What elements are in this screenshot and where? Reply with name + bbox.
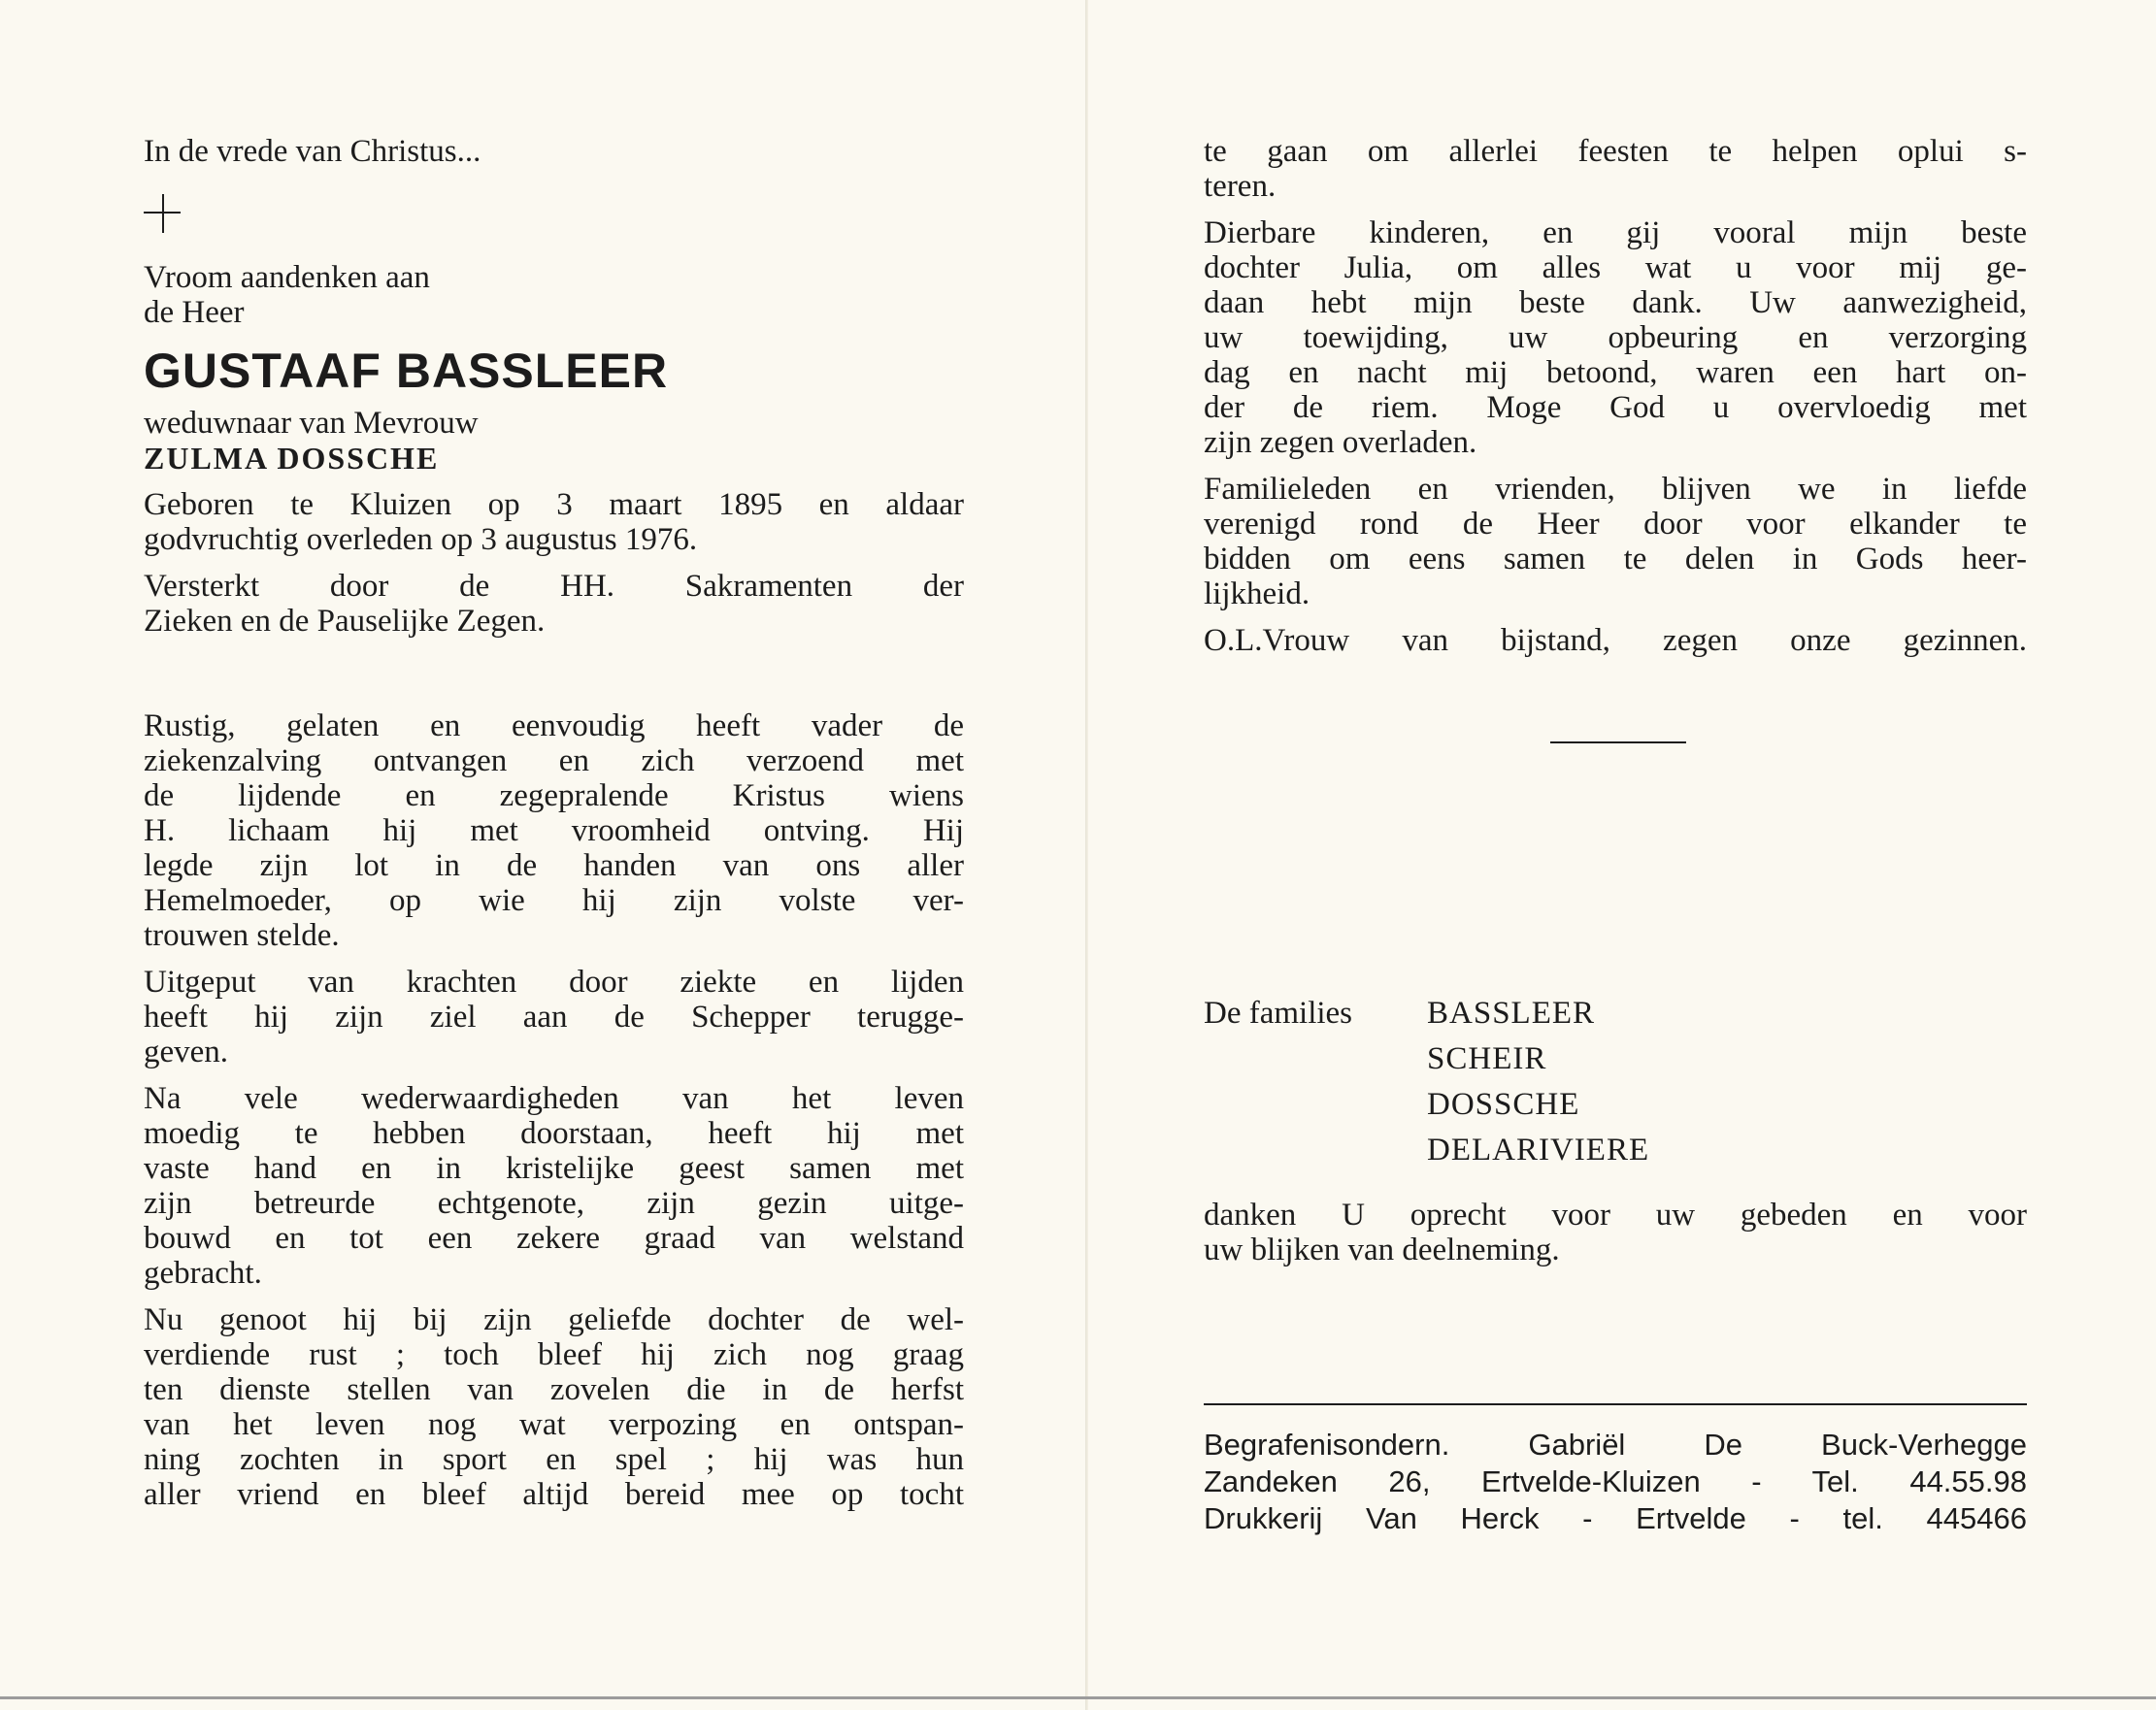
- opening-line: In de vrede van Christus...: [144, 134, 481, 169]
- thanks-text: [1204, 1198, 2027, 1267]
- text-line: uw toewijding, uw opbeuring en verzorging: [1204, 320, 2027, 355]
- text-line: zijn zegen overladen.: [1204, 425, 1477, 460]
- text-line: bidden om eens samen te delen in Gods heer-: [1204, 542, 2027, 576]
- text-line: Uitgeput van krachten door ziekte en lijden: [144, 965, 964, 1000]
- text-line: verenigd rond de Heer door voor elkander te: [1204, 507, 2027, 542]
- paragraph-2: [144, 965, 964, 1069]
- text-line: verdiende rust ; toch bleef hij zich nog graag: [144, 1337, 964, 1372]
- address-line: Zandeken 26, Ertvelde-Kluizen - Tel. 44.55.98: [1204, 1464, 2027, 1498]
- text-line: ziekenzalving ontvangen en zich verzoend met: [144, 743, 964, 778]
- deceased-name: GUSTAAF BASSLEER: [144, 344, 669, 398]
- right-page: [1204, 134, 2027, 1537]
- text-line: dochter Julia, om alles wat u voor mij ge-: [1204, 250, 2027, 285]
- families-label: De families: [1204, 996, 1353, 1031]
- text-line: trouwen stelde.: [144, 918, 340, 953]
- card-fold: [1085, 0, 1088, 1710]
- paragraph-1: [144, 708, 964, 953]
- intro-line-1: Vroom aandenken aan: [144, 260, 430, 295]
- sacrament-line-2: Zieken en de Pauselijke Zegen.: [144, 604, 546, 639]
- text-line: ten dienste stellen van zovelen die in de herfst: [144, 1372, 964, 1407]
- text-line: lijkheid.: [1204, 576, 1310, 611]
- text-line: vaste hand en in kristelijke geest samen met: [144, 1151, 964, 1186]
- family-name: DOSSCHE: [1427, 1087, 1580, 1122]
- text-line: Na vele wederwaardigheden van het leven: [144, 1081, 964, 1116]
- paragraph-3: [144, 1081, 964, 1291]
- printer-info: [1204, 1427, 2027, 1537]
- sacrament-line-1: Versterkt door de HH. Sakramenten der: [144, 569, 964, 604]
- text-line: aller vriend en bleef altijd bereid mee op tocht: [144, 1477, 964, 1512]
- text-line: de lijdende en zegepralende Kristus wiens: [144, 778, 964, 813]
- text-line: uw blijken van deelneming.: [1204, 1233, 1560, 1267]
- prayer-line: O.L.Vrouw van bijstand, zegen onze gezinnen.: [1204, 623, 2027, 658]
- birth-line-1: Geboren te Kluizen op 3 maart 1895 en aldaar: [144, 487, 964, 522]
- text-line: ning zochten in sport en spel ; hij was hun: [144, 1442, 964, 1477]
- families-block: [1204, 996, 2027, 1178]
- text-line: Dierbare kinderen, en gij vooral mijn beste: [1204, 215, 2027, 250]
- paragraph-children: [1204, 215, 2027, 460]
- undertaker-line: Begrafenisondern. Gabriël De Buck-Verhegge: [1204, 1428, 2027, 1462]
- paragraph-4: [144, 1302, 964, 1512]
- text-line: geven.: [144, 1035, 229, 1069]
- divider: [1550, 741, 1686, 743]
- widower-line: weduwnaar van Mevrouw: [144, 406, 479, 441]
- left-page: [144, 134, 964, 1512]
- paragraph-continued: [1204, 134, 2027, 204]
- text-line: Familieleden en vrienden, blijven we in liefde: [1204, 472, 2027, 507]
- spouse-name: ZULMA DOSSCHE: [144, 441, 440, 476]
- family-name: DELARIVIERE: [1427, 1133, 1650, 1167]
- text-line: teren.: [1204, 169, 1277, 204]
- text-line: H. lichaam hij met vroomheid ontving. Hij: [144, 813, 964, 848]
- text-line: Hemelmoeder, op wie hij zijn volste ver-: [144, 883, 964, 918]
- birth-line-2: godvruchtig overleden op 3 augustus 1976.: [144, 522, 698, 557]
- text-line: bouwd en tot een zekere graad van welstand: [144, 1221, 964, 1256]
- text-line: Rustig, gelaten en eenvoudig heeft vader de: [144, 708, 964, 743]
- text-line: gebracht.: [144, 1256, 262, 1291]
- text-line: Nu genoot hij bij zijn geliefde dochter de wel-: [144, 1302, 964, 1337]
- paragraph-family: [1204, 472, 2027, 611]
- text-line: legde zijn lot in de handen van ons aller: [144, 848, 964, 883]
- text-line: moedig te hebben doorstaan, heeft hij met: [144, 1116, 964, 1151]
- text-line: van het leven nog wat verpozing en ontspan-: [144, 1407, 964, 1442]
- text-line: zijn betreurde echtgenote, zijn gezin uitge-: [144, 1186, 964, 1221]
- family-name: SCHEIR: [1427, 1041, 1547, 1076]
- text-line: der de riem. Moge God u overvloedig met: [1204, 390, 2027, 425]
- family-name: BASSLEER: [1427, 996, 1596, 1031]
- intro-line-2: de Heer: [144, 295, 245, 330]
- footer-rule: [1204, 1403, 2027, 1405]
- card-edge: [0, 1696, 2156, 1699]
- text-line: dag en nacht mij betoond, waren een hart on-: [1204, 355, 2027, 390]
- text-line: danken U oprecht voor uw gebeden en voor: [1204, 1198, 2027, 1233]
- cross-icon: [144, 194, 182, 233]
- text-line: te gaan om allerlei feesten te helpen oplui s-: [1204, 134, 2027, 169]
- printer-line: Drukkerij Van Herck - Ertvelde - tel. 445466: [1204, 1501, 2027, 1535]
- text-line: daan hebt mijn beste dank. Uw aanwezigheid,: [1204, 285, 2027, 320]
- text-line: heeft hij zijn ziel aan de Schepper terugge-: [144, 1000, 964, 1035]
